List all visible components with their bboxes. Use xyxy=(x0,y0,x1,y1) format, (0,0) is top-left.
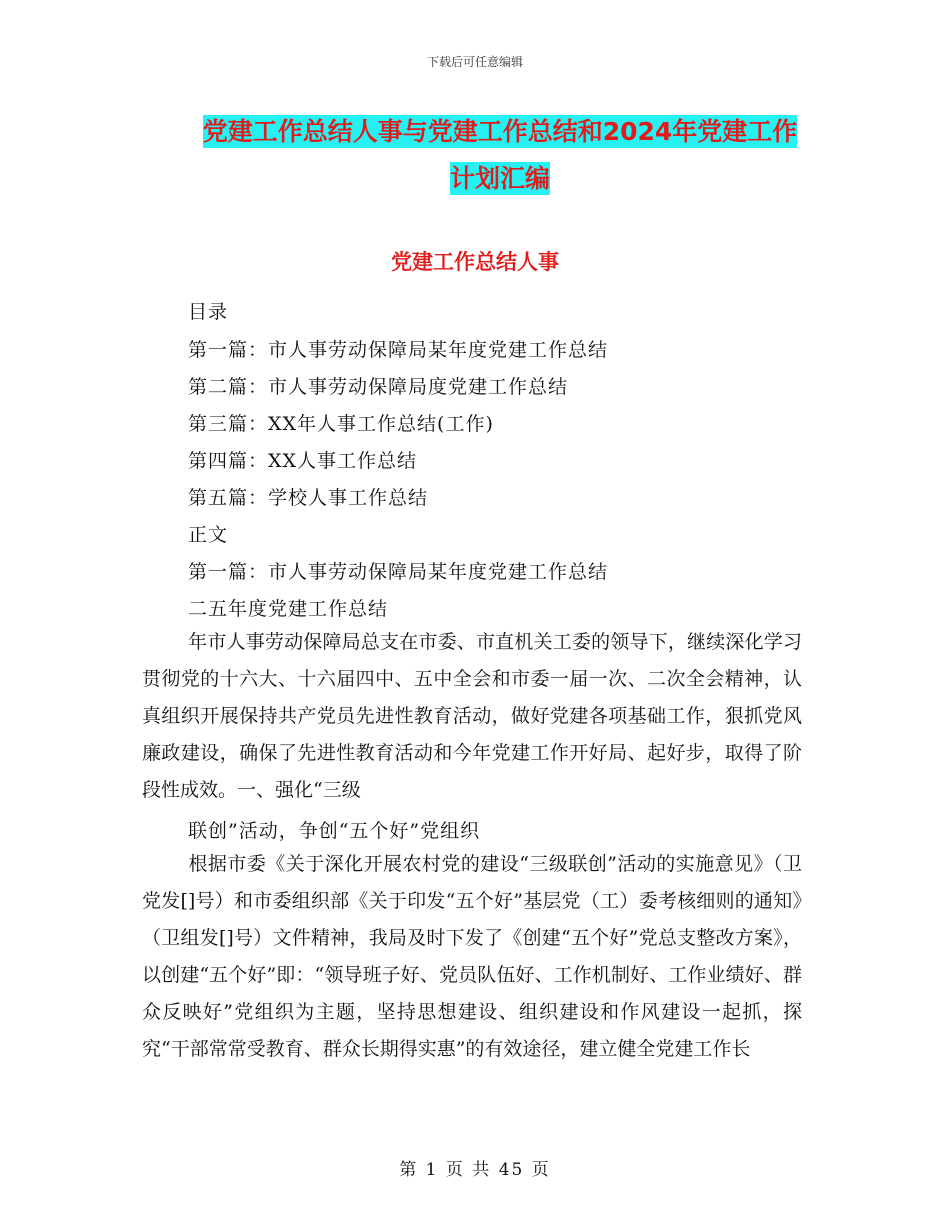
paragraph-2 xyxy=(142,846,802,1068)
paragraph-1-text: 年市人事劳动保障局总支在市委、市直机关工委的领导下，继续深化学习贯彻党的十六大、十六届四中、五中全会和市委一届一次、二次全会精神，认真组织开展保持共产党员先进性教育活动，做好党建各项基础工作，狠抓党风廉政建设，确保了先进性教育活动和今年党建工作开好局、起好步，取得了阶段性成效。一、强化“三级 xyxy=(142,631,802,801)
paragraph-1-tail: 联创”活动，争创“五个好”党组织 xyxy=(188,820,481,842)
body-heading: 正文 xyxy=(188,524,229,546)
main-title-line2: 计划汇编 xyxy=(449,164,550,193)
toc-item: 第三篇：XX年人事工作总结(工作) xyxy=(188,413,494,435)
main-title xyxy=(130,108,870,202)
article-subheading: 二五年度党建工作总结 xyxy=(188,598,389,620)
paragraph-2-text: 根据市委《关于深化开展农村党的建设“三级联创”活动的实施意见》（卫党发[]号）和市委组织部《关于印发“五个好”基层党（工）委考核细则的通知》（卫组发[]号）文件精神，我局及时下发了《创建“五个好”党总支整改方案》，以创建“五个好”即：“领导班子好、党员队伍好、工作机制好、工作业绩好、群众反映好”党组织为主题，坚持思想建设、组织建设和作风建设一起抓，探究“干部常常受教育、群众长期得实惠”的有效途径，建立健全党建工作长 xyxy=(142,853,802,1060)
paragraph-1 xyxy=(142,624,802,809)
toc-heading: 目录 xyxy=(188,301,229,323)
toc-item: 第五篇：学校人事工作总结 xyxy=(188,487,429,509)
toc-item: 第二篇：市人事劳动保障局度党建工作总结 xyxy=(188,376,569,398)
header-note: 下载后可任意编辑 xyxy=(426,55,523,69)
toc-item: 第四篇：XX人事工作总结 xyxy=(188,450,418,472)
article-heading: 第一篇：市人事劳动保障局某年度党建工作总结 xyxy=(188,561,609,583)
section-title: 党建工作总结人事 xyxy=(391,250,559,274)
main-title-line1: 党建工作总结人事与党建工作总结和2024年党建工作 xyxy=(202,117,798,146)
page-footer: 第 1 页 共 45 页 xyxy=(399,1160,551,1180)
toc-item: 第一篇：市人事劳动保障局某年度党建工作总结 xyxy=(188,339,609,361)
